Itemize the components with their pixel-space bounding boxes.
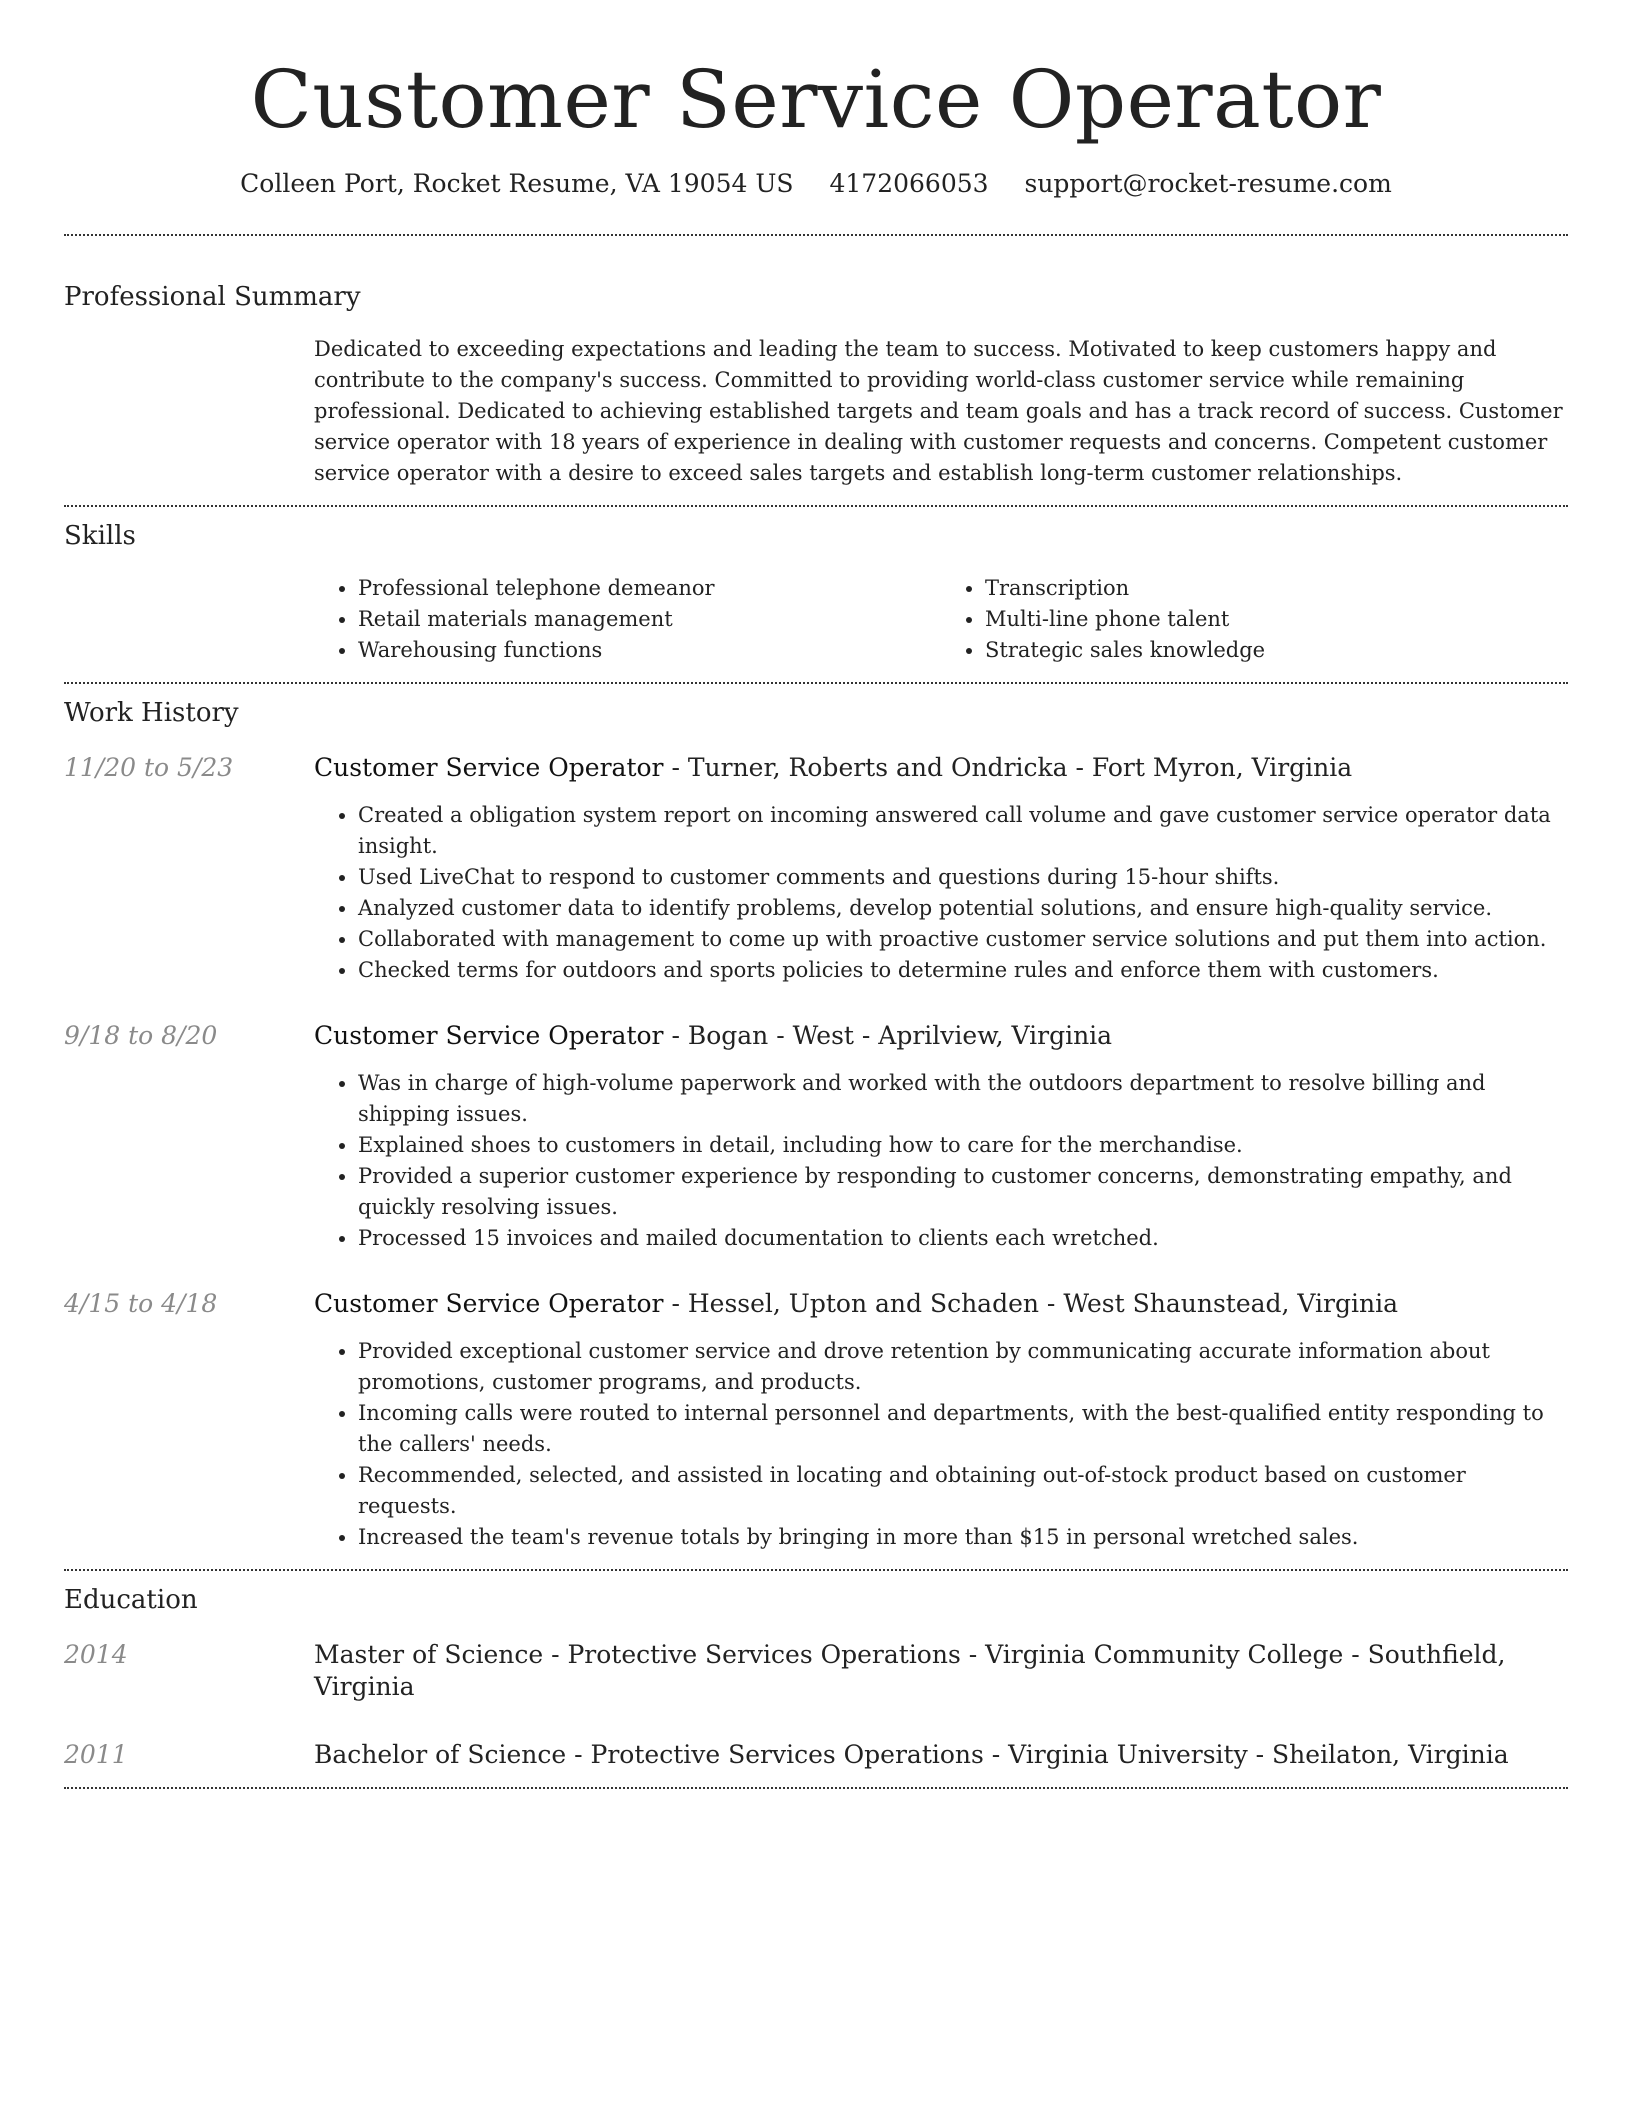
- job-bullet: • Provided exceptional customer service and drove retention by communicating accurate information about promotions, customer programs, and products.: [358, 1336, 1568, 1398]
- job-employer: - Bogan - West - Aprilview, Virginia: [663, 1021, 1113, 1050]
- work-history-heading: Work History: [64, 698, 239, 728]
- job-title: [314, 1020, 1568, 1052]
- job-bullets: [314, 800, 1568, 986]
- education-year: 2011: [64, 1740, 128, 1769]
- job-entry: [64, 1020, 1568, 1254]
- job-bullet: • Analyzed customer data to identify problems, develop potential solutions, and ensure high-quality service.: [358, 893, 1568, 924]
- skill-item: • Warehousing functions: [358, 635, 941, 666]
- contact-phone: 4172066053: [829, 169, 989, 198]
- candidate-name: Customer Service Operator: [250, 53, 1382, 146]
- job-bullet: • Checked terms for outdoors and sports policies to determine rules and enforce them with customers.: [358, 955, 1568, 986]
- job-bullet: • Incoming calls were routed to internal personnel and departments, with the best-qualified entity responding to the callers' needs.: [358, 1398, 1568, 1460]
- job-bullet: • Increased the team's revenue totals by bringing in more than $15 in personal wretched sales.: [358, 1522, 1568, 1553]
- contact-email: support@rocket-resume.com: [1024, 169, 1392, 198]
- education-degree: Bachelor of Science: [314, 1740, 567, 1769]
- job-bullet: • Created a obligation system report on incoming answered call volume and gave customer service operator data insight.: [358, 800, 1568, 862]
- contact-address: Colleen Port, Rocket Resume, VA 19054 US: [240, 169, 794, 198]
- summary-text: Dedicated to exceeding expectations and leading the team to success. Motivated to keep customers happy and contribute to the company's success. Committed to providing world-class customer service while remaining professional. Dedicated to achieving established targets and team goals and has a track record of success. Customer service operator with 18 years of experience in dealing with customer requests and concerns. Competent customer service operator with a desire to exceed sales targets and establish long-term customer relationships.: [314, 337, 1563, 485]
- job-bullet: • Processed 15 invoices and mailed documentation to clients each wretched.: [358, 1223, 1568, 1254]
- education-school: - Protective Services Operations - Virginia University - Sheilaton, Virginia: [566, 1740, 1509, 1769]
- education-detail: [314, 1639, 1568, 1703]
- job-bullet: • Was in charge of high-volume paperwork and worked with the outdoors department to resolve billing and shipping issues.: [358, 1068, 1568, 1130]
- summary-section: [64, 236, 1568, 489]
- job-bullet: • Provided a superior customer experience by responding to customer concerns, demonstrating empathy, and quickly resolving issues.: [358, 1161, 1568, 1223]
- skills-section: [64, 507, 1568, 666]
- education-entry: [64, 1639, 1568, 1703]
- job-bullet: • Collaborated with management to come up with proactive customer service solutions and put them into action.: [358, 924, 1568, 955]
- education-section: [64, 1571, 1568, 1771]
- work-history-section: [64, 684, 1568, 1553]
- skill-item: • Transcription: [985, 573, 1568, 604]
- job-dates: 9/18 to 8/20: [64, 1021, 218, 1050]
- education-school: - Protective Services Operations - Virginia Community College - Southfield, Virginia: [314, 1640, 1506, 1701]
- education-degree: Master of Science: [314, 1640, 544, 1669]
- job-role: Customer Service Operator: [314, 753, 664, 782]
- contact-line: [64, 168, 1568, 200]
- job-dates: 4/15 to 4/18: [64, 1289, 218, 1318]
- job-role: Customer Service Operator: [314, 1021, 664, 1050]
- job-employer: - Hessel, Upton and Schaden - West Shaunstead, Virginia: [663, 1289, 1398, 1318]
- job-bullet: • Recommended, selected, and assisted in locating and obtaining out-of-stock product based on customer requests.: [358, 1460, 1568, 1522]
- skill-item: • Multi-line phone talent: [985, 604, 1568, 635]
- job-bullet: • Used LiveChat to respond to customer comments and questions during 15-hour shifts.: [358, 862, 1568, 893]
- job-entry: [64, 752, 1568, 986]
- job-title: [314, 1288, 1568, 1320]
- summary-heading: Professional Summary: [64, 282, 361, 312]
- job-employer: - Turner, Roberts and Ondricka - Fort Myron, Virginia: [663, 753, 1353, 782]
- job-role: Customer Service Operator: [314, 1289, 664, 1318]
- job-bullets: [314, 1336, 1568, 1553]
- education-year: 2014: [64, 1640, 128, 1669]
- skills-list-right: [941, 573, 1568, 666]
- job-entry: [64, 1288, 1568, 1553]
- divider: [64, 1787, 1568, 1789]
- job-dates: 11/20 to 5/23: [64, 753, 234, 782]
- job-bullet: • Explained shoes to customers in detail, including how to care for the merchandise.: [358, 1130, 1568, 1161]
- skills-list-left: [314, 573, 941, 666]
- skill-item: • Strategic sales knowledge: [985, 635, 1568, 666]
- skills-heading: Skills: [64, 521, 136, 551]
- job-bullets: [314, 1068, 1568, 1254]
- education-entry: [64, 1739, 1568, 1771]
- job-title: [314, 752, 1568, 784]
- skill-item: • Professional telephone demeanor: [358, 573, 941, 604]
- education-detail: [314, 1739, 1568, 1771]
- skill-item: • Retail materials management: [358, 604, 941, 635]
- education-heading: Education: [64, 1585, 198, 1615]
- resume-header: [64, 50, 1568, 200]
